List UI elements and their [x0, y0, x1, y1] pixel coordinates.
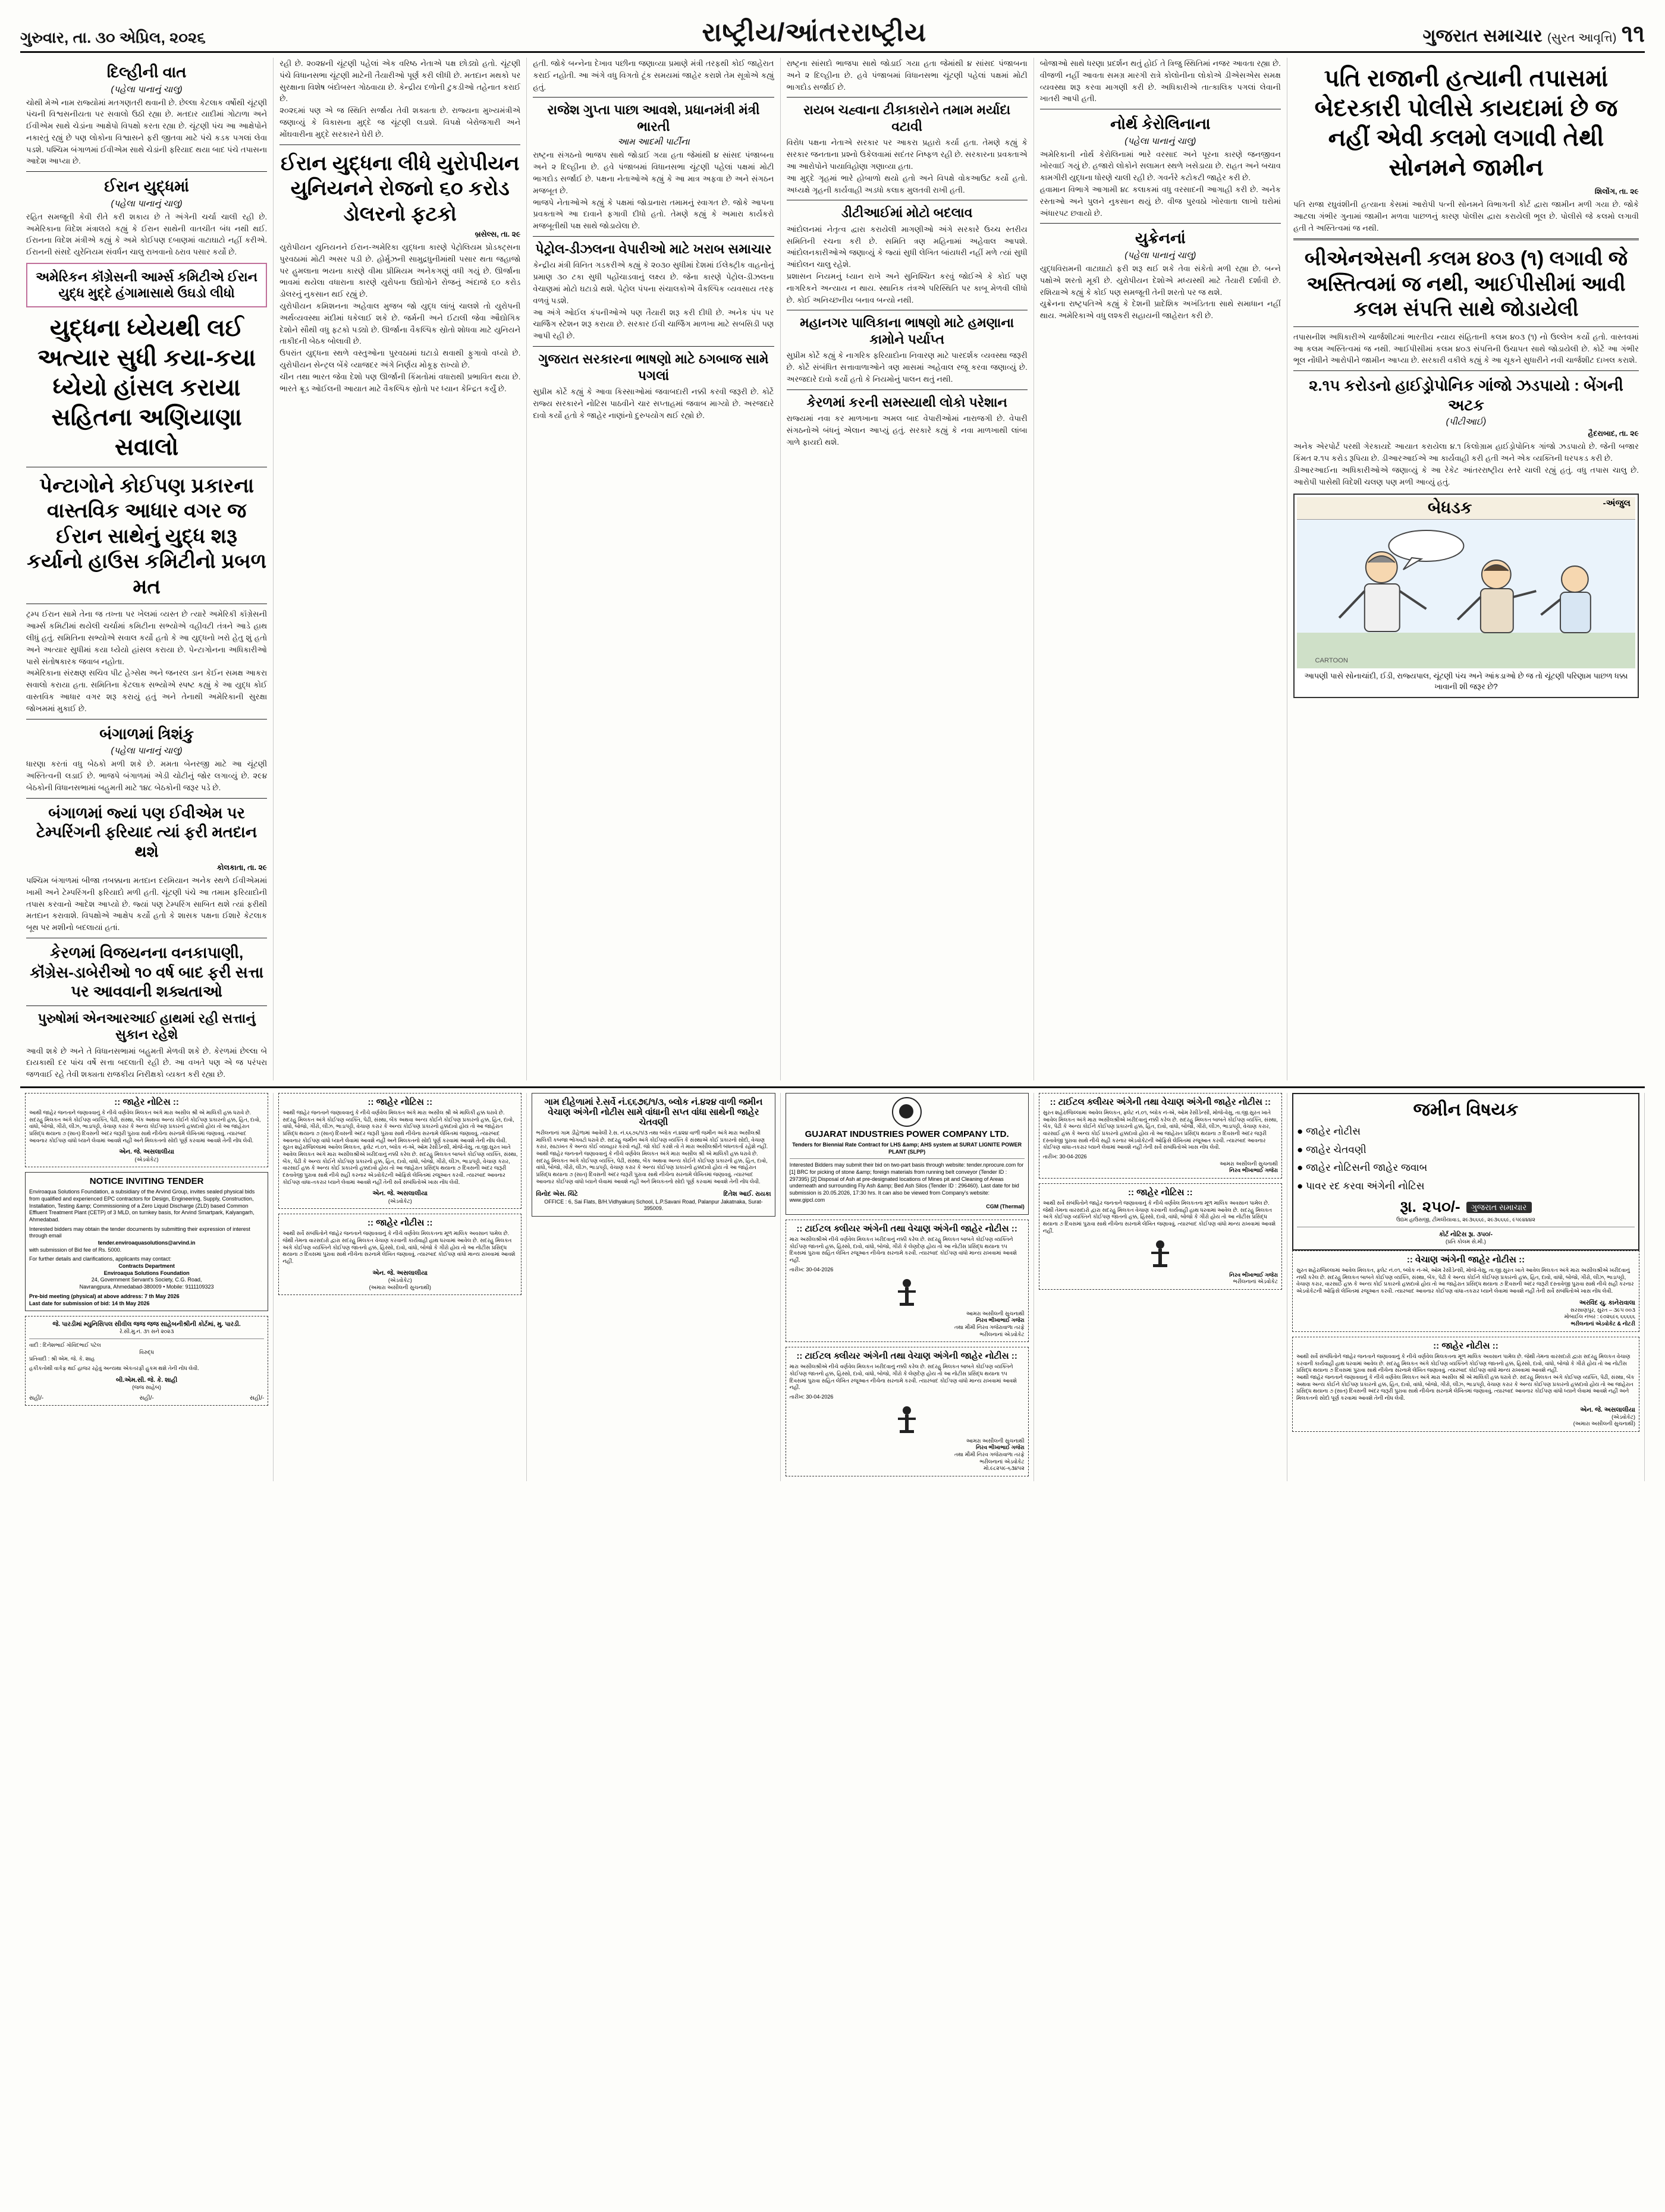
continuation-note-1: (પહેલા પાનાનું ચાલુ): [111, 84, 183, 95]
article-body-c3-6: સુપ્રીમ કોર્ટે કહ્યું કે આવા કિસ્સાઓમાં જવાબદારી નક્કી કરવી જરૂરી છે. કોર્ટે રાજ્ય સરકારને નોટિસ પાઠવીને ચાર સપ્તાહમાં જવાબ માગ્યો છે. અરજદારે દાવો કર્યો હતો કે જાહેર નાણાંનો દુરુપયોગ થઈ રહ્યો છે.: [533, 387, 774, 420]
page-title: રાષ્ટ્રીય/આંતરરાષ્ટ્રીય: [702, 18, 926, 47]
dateline-shillong: શિલોંગ, તા. ૨૯: [1594, 187, 1639, 196]
ad-body-extra: આથી જાહેર જનતાને જણાવવાનું કે નીચે વર્ણવેલ મિલકત અંગે મારા અસીલ શ્રી એ માલિકી હક્ક ધરાવે છે. સદરહુ મિલકત અંગે કોઈપણ વ્યક્તિ, પેઢી, સંસ્થા, બેંક અથવા અન્ય કોઈને કોઈપણ પ્રકારનો હક્ક, હિત, દાવો, વાંધો, બોજો, ગીરો, લીઝ, ભાડાપટ્ટો, વેચાણ કરાર કે અન્ય કોઈપણ પ્રકારનો હક્કદાવો હોય તો આ જાહેરાત પ્રસિદ્ધ થયાના ૭ (સાત) દિવસની અંદર જરૂરી પુરાવા સાથે નીચેના સરનામે લેખિતમાં જણાવવું. ત્યારબાદ આવનાર કોઈપણ વાંધો ધ્યાને લેવામાં આવશે નહીં અને મિલકતનો સોદો પૂર્ણ કરવામાં આવશે તેની નોંધ લેવી.: [1296, 1374, 1635, 1401]
divider: [1040, 223, 1281, 224]
ad-client-note: આમરા અસીલની સુચનાથી: [966, 1437, 1025, 1444]
ad-sale-public-notice: [1292, 1250, 1639, 1332]
ad-body: આથી જાહેર જનતાને જણાવવાનું કે નીચે વર્ણવેલ મિલકત અંગે મારા અસીલ શ્રી એ માલિકી હક્ક ધરાવે છે. સદરહુ મિલકત અંગે કોઈપણ વ્યક્તિ, પેઢી, સંસ્થા, બેંક અથવા અન્ય કોઈને કોઈપણ પ્રકારનો હક્ક, હિત, દાવો, વાંધો, બોજો, ગીરો, લીઝ, ભાડાપટ્ટો, વેચાણ કરાર કે અન્ય કોઈપણ પ્રકારનો હક્કદાવો હોય તો આ જાહેરાત પ્રસિદ્ધ થયાના ૭ (સાત) દિવસની અંદર જરૂરી પુરાવા સાથે નીચેના સરનામે લેખિતમાં જણાવવું. ત્યારબાદ આવનાર કોઈપણ વાંધો ધ્યાને લેવામાં આવશે નહીં અને મિલકતનો સોદો પૂર્ણ કરવામાં આવશે તેની નોંધ લેવી.: [282, 1109, 514, 1143]
ad-column-1: [20, 1093, 274, 1481]
jamin-item-3: ● પાવર રદ કરવા અંગેની નોટિસ: [1297, 1177, 1635, 1196]
article-body-c4-4: આંદોલનમાં નેતૃત્વ દ્વારા કરાયેલી માગણીઓ અંગે સરકારે ઉચ્ચ સ્તરીય સમિતિની રચના કરી છે. સમિતિ ત્રણ મહિનામાં અહેવાલ આપશે. આંદોલનકારીઓએ જણાવ્યું કે જ્યાં સુધી લેખિત બાંયધરી નહીં મળે ત્યાં સુધી આંદોલન ચાલુ રહેશે.: [786, 224, 1028, 269]
ad-column-3: [527, 1093, 780, 1481]
headline-iran-war: ઈરાન યુદ્ધમાં: [104, 177, 189, 196]
jamin-services-list: [1297, 1123, 1635, 1195]
defendant: પ્રતિવાદી : શ્રી એમ. જે. કે. શાહ: [29, 1356, 95, 1362]
ad-title: :: જાહેર નોટીસ ::: [1433, 1340, 1498, 1351]
column-3: [527, 58, 780, 1080]
divider: [279, 144, 520, 145]
ad-signature-designation: (એડવોકેટ): [388, 1198, 412, 1204]
ad-public-notice-1: [25, 1093, 268, 1167]
judge-name: બી.એમ.સી. જે. કે. શાહી: [115, 1376, 178, 1384]
headline-rajesh-gupta: રાજેશ ગુપ્તા પાછા આવશે, પ્રધાનમંત્રી મંત્રી ભારતી: [547, 102, 760, 134]
ad-date: તારીખ: 30-04-2026: [789, 1266, 834, 1272]
continuation-note-ukraine: (પહેલા પાનાનું ચાલુ): [1124, 250, 1196, 260]
divider: [790, 1158, 1025, 1159]
page-number: ૧૧: [1621, 21, 1645, 47]
ad-signature-name: એન. જે. અસલાલીયા: [372, 1190, 428, 1198]
article-body-c2-4: યુરોપીયન કમિશનના અહેવાલ મુજબ જો યુદ્ધ લાંબું ચાલશે તો યુરોપની અર્થવ્યવસ્થા મંદીમાં ધકેલાઈ શકે છે. જર્મની અને ઈટાલી જેવા ઔદ્યોગિક દેશોને સૌથી વધુ ફટકો પડ્યો છે. ઊર્જાના વૈકલ્પિક સ્રોતો શોધવા માટે યુનિયને તાકીદની બેઠક બોલાવી છે.: [279, 301, 521, 346]
article-body-c3-4: કેન્દ્રીય મંત્રી વિનિત ગડકરીએ કહ્યું કે ૨૦૩૦ સુધીમાં દેશમાં ઈલેક્ટ્રીક વાહનોનું પ્રમાણ ૩૦ ટકા સુધી પહોંચાડવાનું લક્ષ્ય છે. જેના કારણે પેટ્રોલ-ડીઝલના વેચાણમાં મોટો ઘટાડો થશે. પેટ્રોલ પંપના સંચાલકોએ વૈકલ્પિક વ્યવસાય તરફ વળવું પડશે.: [533, 260, 774, 305]
ad-title-clear-notice-2: [786, 1347, 1029, 1476]
ad-body: આથી સર્વે સંબંધિતોને જાહેર જનતાને જણાવવાનું કે નીચે વર્ણવેલ મિલકતના મૂળ માલિક અવસાન પામેલ છે. જેથી તેમના વારસદારો દ્વારા સદરહુ મિલકત વેચાણ કરવાની કાર્યવાહી હાથ ધરવામાં આવેલ છે. સદરહુ મિલકત અંગે કોઈપણ વ્યક્તિને કોઈપણ જાતનો હક્ક, હિસ્સો, દાવો, વાંધો, બોજો કે ગીરો હોય તો આ નોટીસ પ્રસિદ્ધ થયાના ૭ દિવસમાં પુરાવા સાથે નીચેના સરનામે લેખિત જણાવવું. ત્યારબાદ કોઈપણ વાંધો માન્ય રાખવામાં આવશે નહીં.: [1296, 1353, 1631, 1374]
brand-name: ગુજરાત સમાચાર: [1422, 26, 1543, 46]
ad-body-extra: આથી જાહેર જનતાને જણાવવાનું કે નીચે વર્ણવેલ મિલકત અંગે મારા અસીલ શ્રી એ માલિકી હક્ક ધરાવે છે. સદરહુ મિલકત અંગે કોઈપણ વ્યક્તિ, પેઢી, સંસ્થા, બેંક અથવા અન્ય કોઈને કોઈપણ પ્રકારનો હક્ક, હિત, દાવો, વાંધો, બોજો, ગીરો, લીઝ, ભાડાપટ્ટો, વેચાણ કરાર કે અન્ય કોઈપણ પ્રકારનો હક્કદાવો હોય તો આ જાહેરાત પ્રસિદ્ધ થયાના ૭ (સાત) દિવસની અંદર જરૂરી પુરાવા સાથે નીચેના સરનામે લેખિતમાં જણાવવું. ત્યારબાદ આવનાર કોઈપણ વાંધો ધ્યાને લેવામાં આવશે નહીં અને મિલકતનો સોદો પૂર્ણ કરવામાં આવશે તેની નોંધ લેવી.: [536, 1150, 768, 1184]
divider: [533, 97, 774, 98]
ad-public-notice-2: [278, 1093, 522, 1209]
continuation-note-nc: (પહેલા પાનાનું ચાલુ): [1124, 136, 1196, 146]
jamin-brand: ગુજરાત સમાચાર: [1466, 1202, 1532, 1213]
article-body-c4-5: પ્રશાસન નિયમનું ધ્યાન રાખે અને સુનિશ્ચિત કરવું જોઈએ કે કોઈ પણ નાગરિકને અન્યાય ન થાય. સ્થાનિક તંત્રએ પરિસ્થિતિ પર કાબૂ મેળવી લીધો છે. કોઈ અનિચ્છનીય બનાવ બન્યો નથી.: [786, 272, 1028, 304]
emblem-icon: [895, 1276, 919, 1308]
divider: [26, 798, 267, 799]
ad-address-2: Navrangpura, Ahmedabad-380009 • Mobile: 9111109323: [79, 1284, 214, 1290]
ad-body: મારા અસીલશ્રીએ નીચે વર્ણવેલ મિલકત ખરીદવાનું નક્કી કરેલ છે. સદરહુ મિલકત બાબતે કોઈપણ વ્યક્તિને કોઈપણ જાતનો હક્ક, હિસ્સો, દાવો, વાંધો, બોજો, ગીરો કે લેણદેણ હોય તો આ નોટીસ પ્રસિદ્ધ થયાના ૧૫ દિવસમાં પુરાવા સહિત લેખિત રજૂઆત નીચેના સરનામે કરવી. ત્યારબાદ કોઈપણ વાંધો માન્ય રાખવામાં આવશે નહીં.: [789, 1363, 1017, 1391]
sig-mid: સહી/-: [139, 1394, 154, 1402]
gipcl-body: Interested Bidders may submit their bid on two-part basis through website: tender.nprocure.com for [1] BRC for picking of stone &amp; foreign materials from running belt conveyor (Tender ID : 297395) [2] Disposal of Ash at pre-designated locations of Mines pit and Cleaning of Areas underneath and surrounding Fly Ash &amp; Bed Ash Silos (Tender ID : 296460). Last date for bid submission is 20.05.2026, 17:30 hrs. It can also be viewed from Company's website: www.gipcl.com: [789, 1162, 1024, 1203]
dateline-brussels: બ્રસેલ્સ, તા. ૨૯: [475, 230, 521, 239]
headline-war-goals: યુદ્ધના ધ્યેયથી લઈ અત્યાર સુધી કયા-કયા ધ્યેયો હાંસલ કરાયા સહિતના અણિયાણા સવાલો: [37, 315, 256, 460]
article-body-6: પશ્ચિમ બંગાળમાં બીજા તબક્કાના મતદાન દરમિયાન અનેક સ્થળે ઈવીએમમાં ખામી અને ટેમ્પરિંગની ફરિયાદો મળી હતી. ચૂંટણી પંચે આ તમામ ફરિયાદોની તપાસ કરવાનો આદેશ આપ્યો છે. જ્યાં પણ ટેમ્પરિંગ સાબિત થશે ત્યાં ફરીથી મતદાન કરાવાશે. વિપક્ષોએ આક્ષેપ કર્યો હતો કે શાસક પક્ષના ઈશારે કેટલાક બૂથ પર મશીનો બદલાયાં હતાં.: [26, 876, 268, 932]
headline-delhi-ni-vat: દિલ્હીની વાત: [106, 63, 187, 81]
headline-pentagon: પેન્ટાગોને કોઈપણ પ્રકારના વાસ્તવિક આધાર વગર જ ઈરાન સાથેનું યુદ્ધ શરૂ કર્યાનો હાઉસ કમિટીનો પ્રબળ મત: [27, 474, 267, 598]
masthead-date: ગુરુવાર, તા. ૩૦ એપ્રિલ, ૨૦૨૬: [20, 29, 206, 46]
article-body-c2-6: ચીન તથા ભારત જેવા દેશો પણ ઊર્જાની કિંમતોમાં વધારાથી પ્રભાવિત થયા છે. ભારતે ક્રૂડ ઓઈલની આયાત માટે વૈકલ્પિક સ્રોતો પર ધ્યાન કેન્દ્રિત કર્યું છે.: [279, 372, 521, 393]
headline-bengal-evm: બંગાળમાં જ્યાં પણ ઈવીએમ પર ટેમ્પરિંગની ફરિયાદ ત્યાં ફરી મતદાન થશે: [36, 803, 257, 860]
ad-gipcl-tender: [786, 1093, 1029, 1215]
continuation-note-2: (પહેલા પાનાનું ચાલુ): [111, 198, 183, 209]
headline-municipal: મહાનગર પાલિકાના ભાષણો માટે હમણાના કામોને પર્યાપ્ત: [800, 315, 1014, 347]
masthead-brand: [1423, 21, 1645, 48]
headline-north-carolina: નોર્થ કેરોલિનાના: [1110, 115, 1211, 133]
jamin-price: ૨૫૦/-: [1422, 1198, 1460, 1216]
ad-jamin-vishayak: [1292, 1093, 1639, 1250]
article-body-1: ચોથી મેએ નામ રાજ્યોમાં મતગણતરી થવાની છે. છેલ્લા કેટલાક વર્ષોથી ચૂંટણી પંચની વિશ્વસનીયતા પર સવાલો ઉઠી રહ્યા છે. મતદાર યાદીમાં ગોટાળા અને ઈવીએમ સાથે ચેડાંના આક્ષેપો વિપક્ષો કરતા રહ્યા છે. ચૂંટણી પંચ આ આક્ષેપોને નકારતું રહ્યું છે પણ લોકોના વિશ્વાસને ફરી જીતવા માટે પંચે કડક પગલાં લેવા પડશે. પશ્ચિમ બંગાળમાં ઈવીએમ સાથે ચેડાંની ફરિયાદ થયા બાદ પંચે તપાસના આદેશ આપ્યા છે.: [26, 98, 268, 166]
sig-right: સહી/-: [250, 1394, 265, 1402]
ad-advocate-1: નિરવ ભીખાભાઈ ગજેરા: [1229, 1271, 1278, 1278]
cartoon-title: બેધડક: [1428, 498, 1472, 517]
case-number: રે.સી.મુ.નં. ૩૧ સને ૨૦૨૩: [119, 1328, 174, 1335]
headline-gujarat-govt: ગુજરાત સરકારના ભાષણો માટે ઠગબાજ સામે પગલાં: [538, 351, 769, 383]
article-body-c4-2: વિરોધ પક્ષના નેતાએ સરકાર પર આકરા પ્રહારો કર્યા હતા. તેમણે કહ્યું કે સરકાર જનતાના પ્રશ્નો ઉકેલવામાં સદંતર નિષ્ફળ રહી છે. સરકારના પ્રવક્તાએ આ આરોપોને પાયાવિહોણા ગણાવ્યા હતા.: [786, 138, 1028, 171]
ad-notice-inviting-tender: [25, 1172, 268, 1311]
sig-left: સહી/-: [29, 1394, 44, 1402]
article-body-c5-2: અમેરિકાની નોર્થ કેરોલિનામાં ભારે વરસાદ અને પૂરના કારણે જનજીવન ખોરવાઈ ગયું છે. હજારો લોકોને સલામત સ્થળે ખસેડાયા છે. રાહત અને બચાવ કામગીરી યુદ્ધના ધોરણે ચાલી રહી છે. ગવર્નરે કટોકટી જાહેર કરી છે.: [1039, 149, 1281, 183]
gipcl-signatory: CGM (Thermal): [986, 1204, 1025, 1210]
ad-body: સુરત શહેર/જિલ્લામાં આવેલ મિલકત, ફ્લેટ નં.૦૧, બ્લોક નં-એ, ઓમ રેસીડેન્સી, મોજે-વેસુ, તા.જી.સુરત ખાતે આવેલ મિલકત અંગે મારા અસીલશ્રીએ ખરીદવાનું નક્કી કરેલ છે. સદરહુ મિલકત બાબતે કોઈપણ વ્યક્તિ, સંસ્થા, બેંક, પેઢી કે અન્ય કોઈને કોઈપણ પ્રકારનો હક્ક, હિત, દાવો, વાંધો, બોજો, ગીરો, લીઝ, ભાડાપટ્ટો, વેચાણ કરાર, વારસાઈ હક્ક કે અન્ય કોઈ પ્રકારનો હક્કદાવો હોય તો આ જાહેરાત પ્રસિદ્ધ થયાના ૭ દિવસની અંદર જરૂરી દસ્તાવેજી પુરાવા સાથે નીચે સહી કરનાર એડવોકેટની ઓફિસે લેખિતમાં રજૂઆત કરવી. ત્યારબાદ આવનાર કોઈપણ વાંધા-તકરાર ધ્યાને લેવામાં આવશે નહીં તેની સર્વે સંબંધિતોએ ખાસ નોંધ લેવી.: [1296, 1267, 1634, 1294]
column-6: [1287, 58, 1645, 1080]
ad-last-date: Last date for submission of bid: 14 th May 2026: [29, 1300, 150, 1306]
article-body-c2-3: યુરોપીયન યુનિયનને ઈરાન-અમેરિકા યુદ્ધના કારણે પેટ્રોલિયમ પ્રોડક્ટ્સના પુરવઠામાં મોટી અસર પડી છે. હોર્મુઝની સામુદ્રધુનીમાંથી પસાર થતા જહાજો પર હુમલાના ભયના કારણે વીમા પ્રીમિયમ અનેકગણું વધી ગયું છે. ઊર્જાના ભાવમાં થયેલા વધારાના કારણે યુરોપના ઉદ્યોગોને રોજનું અંદાજે ૬૦ કરોડ ડોલરનું નુકસાન થઈ રહ્યું છે.: [279, 243, 521, 299]
ad-column-6: [1287, 1093, 1645, 1481]
article-body-c4-1: રાષ્ટ્રના સાંસદો ભાજપા સાથે જોડાઈ ગયા હતા જેમાંથી ૪ સાંસદ પંજાબના અને ૨ દિલ્હીના છે. હવે પંજાબમાં વિધાનસભા ચૂંટણી પહેલાં પક્ષમાં મોટી ભાગદોડ સર્જાઈ છે.: [786, 59, 1028, 92]
court-note: હકીકતોથી વાકેફ થઈ હાજર રહેવું અન્યથા એકતરફી હુકમ થશે તેની નોંધ લેવી.: [29, 1365, 199, 1372]
headline-ukraine: યુક્રેનનાં: [1135, 229, 1186, 247]
ad-prebid-meeting: Pre-bid meeting (physical) at above address: 7 th May 2026: [29, 1293, 180, 1299]
headline-petrol-diesel: પેટ્રોલ-ડીઝલના વેપારીઓ માટે ખરાબ સમાચાર: [535, 241, 772, 256]
dateline-kolkata: કોલકાતા, તા. ૨૯: [216, 863, 268, 872]
ad-court-notice: [25, 1316, 268, 1405]
office-address: OFFICE : 6, Sai Flats, B/H.Vidhyakunj School, L.P.Savani Road, Palanpur Jakatnaka, Surat-395009.: [544, 1198, 763, 1212]
article-body-c2-2: ૨૦૨૬માં પણ એ જ સ્થિતિ સર્જાય તેવી શક્યતા છે. રાજ્યના મુખ્યમંત્રીએ જણાવ્યું કે વિકાસના મુદ્દે જ ચૂંટણી લડાશે. વિપક્ષે બેરોજગારી અને મોંઘવારીના મુદ્દે સરકારને ઘેરી છે.: [279, 106, 521, 139]
ad-body-2: Interested bidders may obtain the tender documents by submitting their expression of interest through email: [29, 1226, 250, 1239]
client-note: (અમારા અસીલની સુચનાથી): [1573, 1421, 1635, 1427]
article-body-c6-2: તપાસનીશ અધિકારીએ ચાર્જશીટમાં ભારતીય ન્યાય સંહિતાની કલમ ૪૦૩ (૧) નો ઉલ્લેખ કર્યો હતો. વાસ્તવમાં આ કલમ અસ્તિત્વમાં જ નથી. આઈપીસીમાં કલમ ૪૦૩ સંપત્તિની ઉચાપત સાથે જોડાયેલી છે. કોર્ટે આ ગંભીર ભૂલ નોંધીને આરોપીને જામીન આપ્યા છે. સરકારી વકીલે કહ્યું કે આ ચૂકને સુધારીને નવી ચાર્જશીટ દાખલ કરાશે.: [1293, 332, 1639, 365]
ad-title: :: જાહેર નોટિસ ::: [1128, 1187, 1193, 1198]
ad-signature-designation: (એડવોકેટ): [134, 1156, 159, 1162]
ad-body: સુરત શહેર/જિલ્લામાં આવેલ મિલકત, ફ્લેટ નં.૦૧, બ્લોક નં-એ, ઓમ રેસીડેન્સી, મોજે-વેસુ, તા.જી.સુરત ખાતે આવેલ મિલકત અંગે મારા અસીલશ્રીએ ખરીદવાનું નક્કી કરેલ છે. સદરહુ મિલકત બાબતે કોઈપણ વ્યક્તિ, સંસ્થા, બેંક, પેઢી કે અન્ય કોઈને કોઈપણ પ્રકારનો હક્ક, હિત, દાવો, વાંધો, બોજો, ગીરો, લીઝ, ભાડાપટ્ટો, વેચાણ કરાર, વારસાઈ હક્ક કે અન્ય કોઈ પ્રકારનો હક્કદાવો હોય તો આ જાહેરાત પ્રસિદ્ધ થયાના ૭ દિવસની અંદર જરૂરી દસ્તાવેજી પુરાવા સાથે નીચે સહી કરનાર એડવોકેટની ઓફિસે લેખિતમાં રજૂઆત કરવી. ત્યારબાદ આવનાર કોઈપણ વાંધા-તકરાર ધ્યાને લેવામાં આવશે નહીં તેની સર્વે સંબંધિતોએ ખાસ નોંધ લેવી.: [1042, 1109, 1278, 1151]
ad-advocate-3: ભરીલનાનાં એડવોકેટ: [1233, 1278, 1278, 1285]
ad-public-notice-4: [1039, 1183, 1282, 1290]
court-notice-unit: (પ્રતિ કોલમ સે.મી.): [1446, 1239, 1486, 1245]
ad-title-clear-notice-3: [1039, 1093, 1282, 1179]
ad-title: :: ટાઈટલ ક્લીયર અંગેની તથા વેચાણ અંગેની જાહેર નોટીસ ::: [1050, 1096, 1271, 1107]
ad-body: મારા અસીલશ્રીએ નીચે વર્ણવેલ મિલકત ખરીદવાનું નક્કી કરેલ છે. સદરહુ મિલકત બાબતે કોઈપણ વ્યક્તિને કોઈપણ જાતનો હક્ક, હિસ્સો, દાવો, વાંધો, બોજો, ગીરો કે લેણદેણ હોય તો આ નોટીસ પ્રસિદ્ધ થયાના ૧૫ દિવસમાં પુરાવા સહિત લેખિત રજૂઆત નીચેના સરનામે કરવી. ત્યારબાદ કોઈપણ વાંધો માન્ય રાખવામાં આવશે નહીં.: [789, 1236, 1017, 1264]
article-body-8: આવી શકે છે અને તે વિધાનસભામાં બહુમતી મેળવી શકે છે. કેરળમાં છેલ્લા બે દાયકાથી દર પાંચ વર્ષે સત્તા બદલાતી રહી છે. આ વખતે પણ એ જ પરંપરા જળવાઈ રહે તેવી શક્યતા રાજકીય નિરીક્ષકો વ્યક્ત કરી રહ્યા છે.: [26, 1046, 268, 1079]
ad-column-5: [1034, 1093, 1287, 1481]
divider: [1293, 326, 1639, 327]
signature-row: [29, 1395, 264, 1402]
article-body-c5-3: હવામાન વિભાગે આગામી ૪૮ કલાકમાં વધુ વરસાદની આગાહી કરી છે. અનેક રસ્તાઓ અને પુલને નુકસાન થયું છે. વીજ પુરવઠો ખોરવાતા લાખો ઘરોમાં અંધારપટ છવાયો છે.: [1039, 185, 1281, 218]
article-body-c3-1: હતી. જોકે બન્નેના દેખાવ પછીના જણાવ્યા પ્રમાણે મંત્રી તરફથી કોઈ જાહેરાત કરાઈ નહોતી. આ અંગે વધુ વિગતો ટૂંક સમયમાં જાહેર કરાશે તેમ સૂત્રોએ કહ્યું હતું.: [533, 59, 774, 92]
ad-title: :: જાહેર નોટિસ ::: [114, 1096, 179, 1107]
headline-kerala-tax: કેરળમાં કરની સમસ્યાથી લોકો પરેશાન: [806, 394, 1007, 410]
article-body-c6-4: ડીઆરઆઈના અધિકારીઓએ જણાવ્યું કે આ રેકેટ આંતરરાષ્ટ્રીય સ્તરે ચાલી રહ્યું હતું. વધુ તપાસ ચાલુ છે. આરોપી પાસેથી વિદેશી ચલણ પણ મળી આવ્યું હતું.: [1293, 465, 1639, 486]
ad-signature-name: એન. જે. અસલાલીયા: [372, 1269, 428, 1277]
ad-advocate-2: તથા મૌમી નિરવ ગજેરાવાળા તરફે: [954, 1451, 1025, 1458]
ad-final-public-notice: [1292, 1337, 1639, 1432]
ad-address-1: 24, Government Servant's Society, C.G. Road,: [91, 1277, 202, 1283]
ad-body: આથી સર્વે સંબંધિતોને જાહેર જનતાને જણાવવાનું કે નીચે વર્ણવેલ મિલકતના મૂળ માલિક અવસાન પામેલ છે. જેથી તેમના વારસદારો દ્વારા સદરહુ મિલકત વેચાણ કરવાની કાર્યવાહી હાથ ધરવામાં આવેલ છે. સદરહુ મિલકત અંગે કોઈપણ વ્યક્તિને કોઈપણ જાતનો હક્ક, હિસ્સો, દાવો, વાંધો, બોજો કે ગીરો હોય તો આ નોટીસ પ્રસિદ્ધ થયાના ૭ દિવસમાં પુરાવા સાથે નીચેના સરનામે લેખિત જણાવવું. ત્યારબાદ કોઈપણ વાંધો માન્ય રાખવામાં આવશે નહીં.: [1042, 1200, 1276, 1234]
column-4: [781, 58, 1034, 1080]
headline-dti: ડીટીઆઈમાં મોટો બદલાવ: [841, 205, 973, 221]
dateline-hyderabad: હૈદરાબાદ, તા. ૨૯: [1588, 429, 1639, 438]
divider: [787, 389, 1028, 390]
ad-advocate-1: નિરવ ભીખાભાઈ ગજેરા: [1229, 1167, 1278, 1174]
ad-column-4: [781, 1093, 1034, 1481]
advocate-name-1: વિનોદ એસ. ચિંટે: [536, 1190, 578, 1198]
ad-date: તારીખ: 30-04-2026: [1042, 1154, 1087, 1160]
ad-title: :: ટાઈટલ ક્લીયર અંગેની તથા વેચાણ અંગેની જાહેર નોટીસ ::: [796, 1224, 1017, 1234]
headline-kerala: કેરળમાં વિજયનના વનકાપાણી, કૉંગ્રેસ-ડાબેરીઓ ૧૦ વર્ષ બાદ ફરી સત્તા પર આવવાની શક્યતાઓ: [30, 944, 264, 1001]
headline-eu-loss: ઈરાન યુદ્ધના લીધે યુરોપીયન યુનિયનને રોજનો ૬૦ કરોડ ડોલરનો ફટકો: [281, 152, 520, 225]
ad-date: તારીખ: 30-04-2026: [789, 1394, 834, 1400]
gipcl-logo-icon: [892, 1097, 922, 1127]
advocate-designation: (એડવોકેટ): [1611, 1413, 1635, 1420]
ad-title: :: જાહેર નોટિસ ::: [367, 1096, 433, 1107]
ad-title: NOTICE INVITING TENDER: [89, 1176, 204, 1187]
article-body-c6-1: પતિ રાજા રઘુવંશીની હત્યાના કેસમાં આરોપી પત્ની સોનમને વિભાગની કોર્ટ દ્વારા જામીન મળી ગયા છે. જોકે આટલા ગંભીર ગુનામાં જામીન મળવા પાછળનું કારણ પોલીસ દ્વારા કરાયેલી ભૂલ છે. પોલીસે જે કલમો લગાવી હતી તે અસ્તિત્વમાં જ નથી.: [1293, 200, 1639, 232]
article-body-c4-6: સુપ્રીમ કોર્ટે કહ્યું કે નાગરિક ફરિયાદોના નિવારણ માટે પારદર્શક વ્યવસ્થા જરૂરી છે. કોર્ટે સંબંધિત સત્તાવાળાઓને ત્રણ માસમાં અહેવાલ રજૂ કરવા જણાવ્યું છે. અરજદારે દાવો કર્યો હતો કે નિયમોનું પાલન થતું નથી.: [786, 351, 1028, 384]
ad-client-note: આમરા અસીલની સુચનાથી: [1219, 1160, 1278, 1167]
article-body-c2-5: ઉપરાંત યુદ્ધના સ્થળે વસ્તુઓના પુરવઠામાં ઘટાડો થવાથી ફુગાવો વધ્યો છે. યુરોપીયન સેન્ટ્રલ બેંકે વ્યાજદર અંગે નિર્ણય મોકૂફ રાખ્યો છે.: [279, 348, 521, 370]
advocate-name: અરવિંદ યુ. કાનેરાવાલા: [1579, 1299, 1635, 1306]
ad-signature-designation: (એડવોકેટ): [388, 1277, 412, 1283]
divider: [1293, 370, 1639, 371]
ad-advocate-1: નિરવ ભીખાભાઈ ગજેરા: [976, 1444, 1025, 1451]
svg-text:CARTOON: CARTOON: [1315, 657, 1348, 665]
jamin-item-1: ● જાહેર ચેતવણી: [1297, 1141, 1635, 1160]
article-body-c5-1: બોજાઓ સાથે ધરણા પ્રદર્શન થતું હોઈ તે ત્રિજુ સ્થિતિમાં નજર આવતા રહ્યા છે. વીજળી નહીં આવતા સમગ્ર મારગી રાત્રે કોલોનીના લોકોએ ડીએસએસ સમક્ષ વ્યવસ્થા શરૂ કરવા માગણી કરી છે. અધિકારીએ તાત્કાલિક પગલાં લેવાની ખાતરી આપી હતી.: [1039, 59, 1281, 103]
ad-body: Enviroaqua Solutions Foundation, a subsidiary of the Arvind Group, invites sealed physical bids from qualified and experienced EPC contractors for Design, Engineering, Supply, Construction, Installation, Testing &amp; Commissioning of a Zero Liquid Discharge (ZLD) based Common Effluent Treatment Plant (CETP) of 3 MLD, on turnkey basis, for Arvind Smartpark, Kalyangarh, Ahmedabad.: [29, 1189, 255, 1223]
column-2: [274, 58, 527, 1080]
article-body-c3-2: રાષ્ટ્રના સંગઠનો ભાજપ સાથે જોડાઈ ગયા હતા જેમાંથી ૪ સાંસદ પંજાબના અને ૨ દિલ્હીના છે. હવે પંજાબમાં વિધાનસભા ચૂંટણી પહેલાં પક્ષમાં મોટી ભાગદોડ સર્જાઈ છે. પક્ષના નેતાઓએ કહ્યું કે આ માત્ર અફવા છે અને સંગઠન મજબૂત છે.: [533, 150, 774, 195]
article-body-2: રહિત સમજૂતી કેવી રીતે કરી શકાય છે તે અંગેની ચર્ચા ચાલી રહી છે. અમેરિકાના વિદેશ મંત્રાલયે કહ્યું કે ઈરાન સાથેની વાતચીત બંધ નથી થઈ. ઈરાનના વિદેશ મંત્રીએ કહ્યું કે અમે કોઈપણ દબાણમાં વાટાઘાટો નહીં કરીએ. ઈરાનની સંસદે યુરેનિયમ સંવર્ધન ચાલુ રાખવાનો ઠરાવ પસાર કર્યો છે.: [26, 212, 268, 257]
ad-signature-name: એન. જે. અસલાલીયા: [119, 1148, 174, 1156]
ad-public-notice-3: [278, 1214, 522, 1295]
ad-body-repeat: સુરત શહેર/જિલ્લામાં આવેલ મિલકત, ફ્લેટ નં.૦૧, બ્લોક નં-એ, ઓમ રેસીડેન્સી, મોજે-વેસુ, તા.જી.સુરત ખાતે આવેલ મિલકત અંગે મારા અસીલશ્રીએ ખરીદવાનું નક્કી કરેલ છે. સદરહુ મિલકત બાબતે કોઈપણ વ્યક્તિ, સંસ્થા, બેંક, પેઢી કે અન્ય કોઈને કોઈપણ પ્રકારનો હક્ક, હિત, દાવો, વાંધો, બોજો, ગીરો, લીઝ, ભાડાપટ્ટો, વેચાણ કરાર, વારસાઈ હક્ક કે અન્ય કોઈ પ્રકારનો હક્કદાવો હોય તો આ જાહેરાત પ્રસિદ્ધ થયાના ૭ દિવસની અંદર જરૂરી દસ્તાવેજી પુરાવા સાથે નીચે સહી કરનાર એડવોકેટની ઓફિસે લેખિતમાં રજૂઆત કરવી. ત્યારબાદ આવનાર કોઈપણ વાંધા-તકરાર ધ્યાને લેવામાં આવશે નહીં તેની સર્વે સંબંધિતોએ ખાસ નોંધ લેવી.: [282, 1144, 518, 1185]
emblem-icon: [1148, 1237, 1172, 1270]
article-body-c3-3: ભાજપે નેતાઓએ કહ્યું કે પક્ષમાં જોડાનારા તમામનું સ્વાગત છે. જોકે આપના પ્રવક્તાએ આ દાવાને ફગાવી દીધો હતો. તેમણે કહ્યું કે અમારા કાર્યકરો મજબૂતીથી પક્ષ સાથે જોડાયેલા છે.: [533, 197, 774, 231]
continuation-note-3: (પહેલા પાનાનું ચાલુ): [111, 746, 183, 756]
court-notice-price: કોર્ટ નોટિસ રૂા. ૩૫૦/-: [1438, 1230, 1493, 1238]
article-body-c2-1: રહી છે. ૨૦૨૪ની ચૂંટણી પહેલાં એક વરિષ્ઠ નેતાએ પક્ષ છોડ્યો હતો. ચૂંટણી પંચે વિધાનસભા ચૂંટણી માટેની તૈયારીઓ પૂર્ણ કરી લીધી છે. મતદાન મથકો પર સુરક્ષાના વિશેષ બંદોબસ્ત ગોઠવાયા છે. કેન્દ્રીય દળોની ટુકડીઓ તહેનાત કરાઈ છે.: [279, 59, 521, 103]
article-body-c4-3: આ મુદ્દે ગૃહમાં ભારે હોબાળો થયો હતો અને વિપક્ષે વોકઆઉટ કર્યો હતો. અધ્યક્ષે ગૃહની કાર્યવાહી અડધો કલાક મુલતવી રાખી હતી.: [786, 173, 1028, 194]
jamin-item-2: ● જાહેર નોટિસની જાહેર જવાબ: [1297, 1159, 1635, 1177]
cartoon-artist: -અંજુલ: [1603, 498, 1631, 509]
divider: [533, 236, 774, 237]
jamin-item-0: ● જાહેર નોટીસ: [1297, 1123, 1635, 1141]
article-body-c3-5: આ અંગે ઓઈલ કંપનીઓએ પણ તૈયારી શરૂ કરી દીધી છે. અનેક પંપ પર ચાર્જિંગ સ્ટેશન શરૂ કરાયા છે. સરકાર ઈવી ચાર્જિંગ માળખા માટે સબસિડી પણ આપી રહી છે.: [533, 307, 774, 341]
judge-designation: (જજ સાહેબ): [132, 1384, 161, 1390]
divider: [26, 171, 267, 172]
jamin-title: જમીન વિષયક: [1413, 1099, 1519, 1120]
jamin-price-label: રૂા.: [1400, 1198, 1416, 1216]
masthead: [20, 18, 1645, 53]
article-body-c5-5: યુક્રેનના રાષ્ટ્રપતિએ કહ્યું કે દેશની પ્રાદેશિક અખંડિતતા સાથે સમાધાન નહીં થાય. અમેરિકાએ વધુ લશ્કરી સહાયની જાહેરાત કરી છે.: [1039, 299, 1281, 321]
advocate-role: ભરીલનાનાં એડવોકેટ & નોટરી: [1570, 1321, 1635, 1327]
headline-bengal-trishanku: બંગાળમાં ત્રિશંકુ: [99, 724, 194, 743]
headline-hydroponic-ganja: ૨.૧૫ કરોડનો હાઈડ્રોપોનિક ગાંજો ઝડપાયો : બેંગની અટક: [1309, 376, 1623, 414]
cartoon-artwork: [1297, 520, 1635, 668]
ad-phone[interactable]: મો.૯૮૨૫૯-૬૩૪૫૨: [984, 1465, 1025, 1472]
article-body-c6-3: અનેક એરપોર્ટ પરથી ગેરકાયદે આયાત કરાયેલા ૪.૧ કિલોગ્રામ હાઈડ્રોપોનિક ગાંજો ઝડપાયો છે. જેની બજાર કિંમત ૨.૧૫ કરોડ રૂપિયા છે. ડીઆરઆઈએ આ કાર્યવાહી કરી હતી અને એક વ્યક્તિની ધરપકડ કરી છે.: [1293, 442, 1639, 463]
ad-advocate-2: તથા મૌમી નિરવ ગજેરાવાળા તરફે: [954, 1324, 1025, 1330]
headline-nri: પુરુષોમાં એનઆરઆઈ હાથમાં રહી સત્તાનું સુકાન રહેશે: [37, 1010, 256, 1042]
column-5: [1034, 58, 1287, 1080]
versus-label: વિરુદ્ધ: [139, 1349, 154, 1355]
ad-column-2: [274, 1093, 527, 1481]
advocate-mobile[interactable]: મોબાઈલ નંબર : ૯૦૨૬૯૬ ૬૬૬૬૬: [1564, 1314, 1635, 1320]
ad-contact-org: Enviroaqua Solutions Foundation: [103, 1270, 190, 1276]
ad-title: :: વેચાણ અંગેની જાહેર નોટીસ ::: [1406, 1254, 1525, 1265]
court-name: જે. પારડીમાં મ્યુનિસિપલ સીવીલ જજ જજ સાહેબનીશ્રીની કોર્ટમાં, મુ. પારડી.: [52, 1321, 241, 1328]
ad-title: :: જાહેર નોટીસ ::: [367, 1218, 433, 1228]
article-body-4: અમેરિકાના સંરક્ષણ સચિવ પીટ હેગ્સેથ અને જનરલ ડાન કેઈન સમક્ષ આકરા સવાલો કરાયા હતા. સમિતિના કેટલાક સભ્યોએ સ્પષ્ટ કહ્યું કે આ યુદ્ધ કોઈ વાસ્તવિક આધાર વગર શરૂ કરાયું હતું અને તેનાથી અમેરિકાની સુરક્ષા જોખમમાં મુકાઈ છે.: [26, 668, 268, 713]
ad-contact-dept: Contracts Department: [118, 1263, 175, 1270]
headline-sonam-bail: પતિ રાજાની હત્યાની તપાસમાં બેદરકારી પોલીસે કાયદામાં છે જ નહીં એવી કલમો લગાવી તેથી સોનમને જામીન: [1314, 65, 1618, 181]
ad-client-note: (અમારા અસીલની સુચનાથી): [369, 1284, 431, 1290]
column-1: [20, 58, 274, 1080]
ad-body-4: For further details and clarifications, applicants may contact:: [29, 1256, 172, 1262]
ad-title-clear-notice-1: [786, 1220, 1029, 1342]
cartoon-panel: [1293, 494, 1639, 697]
gipcl-tender-title: Tenders for Biennial Rate Contract for LHS &amp; AHS system at SURAT LIGNITE POWER PLANT (SLPP): [792, 1141, 1022, 1155]
ad-client-note: આમરા અસીલની સુચનાથી: [966, 1310, 1025, 1316]
ad-email[interactable]: tender.enviroaquasolutions@arvind.in: [98, 1240, 196, 1246]
divider: [1293, 238, 1639, 240]
article-body-5: ધારણા કરતાં વધુ બેઠકો મળી શકે છે. મમતા બેનરજી માટે આ ચૂંટણી અસ્તિત્વની લડાઈ છે. ભાજપે બંગાળમાં એડી ચોટીનું જોર લગાવ્યું છે. ૨૯૪ બેઠકોની વિધાનસભામાં બહુમતી માટે ૧૪૮ બેઠકોની જરૂર પડે છે.: [26, 759, 268, 792]
classified-ads-section: [20, 1086, 1645, 1481]
ad-body: ભરીલનાનાં ગામ ડીહેળામાં આવેલી રે.સ. નં.૬૬૭૬/૧/૩ તથા બ્લોક નં.૪૨૪ વાળી જમીન અંગે મારા અસીલશ્રી માલિકી કબજા ભોગવટો ધરાવે છે. સદરહુ જમીન અંગે કોઈપણ વ્યક્તિ કે સંસ્થાએ કોઈ પ્રકારનો સોદો, વેચાણ કરાર, સાટાખત કે અન્ય કોઈ વ્યવહાર કરવો નહીં. જો કોઈ કરશે તો તે મારા અસીલશ્રીને બંધનકર્તા રહેશે નહીં.: [536, 1129, 768, 1150]
divider: [29, 1338, 264, 1339]
headline-rayab-chavan: રાયબ ચહ્વાના ટીકાકારોને તમામ મર્યાદા વટાવી: [803, 102, 1011, 134]
boxed-headline-arms-committee: અમેરિકન કૉંગ્રેસની આર્મ્સ કમિટીએ ઈરાન યુદ્ધ મુદ્દે હંગામાસાથે ઉઘડો લીધો: [26, 263, 267, 307]
plaintiff: વાદી : દિનેશભાઈ ગોવિંદભાઈ પટેલ: [29, 1342, 101, 1349]
advocate-name-2: દિતેશ આઈ. રાયકા: [723, 1190, 771, 1198]
edition-label: (સુરત આવૃત્તિ): [1547, 32, 1617, 45]
ad-body: આથી સર્વે સંબંધિતોને જાહેર જનતાને જણાવવાનું કે નીચે વર્ણવેલ મિલકતના મૂળ માલિક અવસાન પામેલ છે. જેથી તેમના વારસદારો દ્વારા સદરહુ મિલકત વેચાણ કરવાની કાર્યવાહી હાથ ધરવામાં આવેલ છે. સદરહુ મિલકત અંગે કોઈપણ વ્યક્તિને કોઈપણ જાતનો હક્ક, હિસ્સો, દાવો, વાંધો, બોજો કે ગીરો હોય તો આ નોટીસ પ્રસિદ્ધ થયાના ૭ દિવસમાં પુરાવા સાથે નીચેના સરનામે લેખિત જણાવવું. ત્યારબાદ કોઈપણ વાંધો માન્ય રાખવામાં આવશે નહીં.: [282, 1230, 516, 1265]
article-body-c4-7: રાજ્યમાં નવા કર માળખાના અમલ બાદ વેપારીઓમાં નારાજગી છે. વેપારી સંગઠનોએ બંધનું એલાન આપ્યું હતું. સરકારે કહ્યું કે નવા માળખાથી લાંબા ગાળે ફાયદો થશે.: [786, 414, 1028, 447]
ad-title: ગામ દીહેળામાં રે.સર્વે નં.૬૬૭૬/૧/૩, બ્લોક નં.૪૨૪ વાળી જમીન વેચાણ અંગેની નોટીસ સામે વાંધાની સપ્ત વાંધા સાથેની જાહેર ચેતવણી: [544, 1096, 763, 1127]
byline-pti: (પીટીઆઈ): [1446, 417, 1487, 428]
advocate-name: એન. જે. અસલાલીયા: [1580, 1406, 1635, 1413]
article-body-3: ટ્રમ્પ ઈરાન સામે તેના જ તખ્તા પર ખેલમાં વ્યસ્ત છે ત્યારે અમેરિકી કૉંગ્રેસની આર્મ્સ કમિટીમાં થયેલી ચર્ચામાં કમિટીના સભ્યોએ વહીવટી તંત્રને આડે હાથ લીધું હતું. સમિતિના સભ્યોએ સવાલ કર્યો હતો કે આ યુદ્ધનો ખરો હેતુ શું હતો અને અત્યાર સુધીમાં કયા ધ્યેયો હાંસલ કરાયા છે. પેન્ટાગોનના અધિકારીઓ પાસે સંતોષકારક જવાબ નહોતા.: [26, 609, 268, 666]
cartoon-title-bar: [1297, 497, 1635, 520]
divider: [533, 346, 774, 347]
headline-bns-403: બીએનએસની કલમ ૪૦૩ (૧) લગાવી જે અસ્તિત્વમાં જ નથી, આઈપીસીમાં આવી કલમ સંપત્તિ સાથે જોડાયેલી: [1304, 247, 1628, 321]
ad-title: :: ટાઈટલ ક્લીયર અંગેની તથા વેચાણ અંગેની જાહેર નોટીસ ::: [796, 1351, 1017, 1362]
gipcl-company-name: GUJARAT INDUSTRIES POWER COMPANY LTD.: [805, 1129, 1009, 1139]
ad-advocate-1: નિરવ ભીખાભાઈ ગજેરા: [976, 1317, 1025, 1324]
article-body-c5-4: યુદ્ધવિરામની વાટાઘાટો ફરી શરૂ થઈ શકે તેવા સંકેતો મળી રહ્યા છે. બન્ને પક્ષોએ શરતો મૂકી છે. યુરોપીયન દેશોએ મધ્યસ્થી માટે તૈયારી દર્શાવી છે. રશિયાએ કહ્યું કે કોઈ પણ સમજૂતી તેની શરતો પર જ થશે.: [1039, 263, 1281, 297]
ad-land-sale-notice: [532, 1093, 775, 1217]
news-columns: [20, 58, 1645, 1080]
cartoon-caption: આપણી પાસે સોનાચાંદી, ઈડી, રાજ્યપાલ, ચૂંટણી પંચ અને આંકડાઓ છે જ તો ચૂંટણી પરિણામ પાછળ ધક્કા ખાવાની શી જરૂર છે?: [1304, 671, 1628, 692]
ad-advocate-3: ભરીલનાનાં એડવોકેટ: [979, 1458, 1025, 1465]
ad-body-3: with submission of Bid fee of Rs. 5000.: [29, 1246, 122, 1253]
subhead-aap: આમ આદમી પાર્ટીના: [617, 137, 690, 147]
divider: [787, 97, 1028, 98]
emblem-icon: [895, 1403, 919, 1435]
ad-advocate-3: ભરીલનાનાં એડવોકેટ: [979, 1331, 1025, 1337]
jamin-address: ઉદ્યમ હાઉસજી, ટીમલીયાવાડ, ૨૯૩૬૬૬૯, ૨૯૩૬૬૬૯, ૯૫૯૪૪૪૨: [1396, 1217, 1535, 1223]
ad-body: આથી જાહેર જનતાને જણાવવાનું કે નીચે વર્ણવેલ મિલકત અંગે મારા અસીલ શ્રી એ માલિકી હક્ક ધરાવે છે. સદરહુ મિલકત અંગે કોઈપણ વ્યક્તિ, પેઢી, સંસ્થા, બેંક અથવા અન્ય કોઈને કોઈપણ પ્રકારનો હક્ક, હિત, દાવો, વાંધો, બોજો, ગીરો, લીઝ, ભાડાપટ્ટો, વેચાણ કરાર કે અન્ય કોઈપણ પ્રકારનો હક્કદાવો હોય તો આ જાહેરાત પ્રસિદ્ધ થયાના ૭ (સાત) દિવસની અંદર જરૂરી પુરાવા સાથે નીચેના સરનામે લેખિતમાં જણાવવું. ત્યારબાદ આવનાર કોઈપણ વાંધો ધ્યાને લેવામાં આવશે નહીં અને મિલકતનો સોદો પૂર્ણ કરવામાં આવશે તેની નોંધ લેવી.: [29, 1109, 261, 1143]
advocate-address: સરસાણપુર, સુરત – ૩૯૫ ૦૦૩: [1570, 1306, 1635, 1313]
